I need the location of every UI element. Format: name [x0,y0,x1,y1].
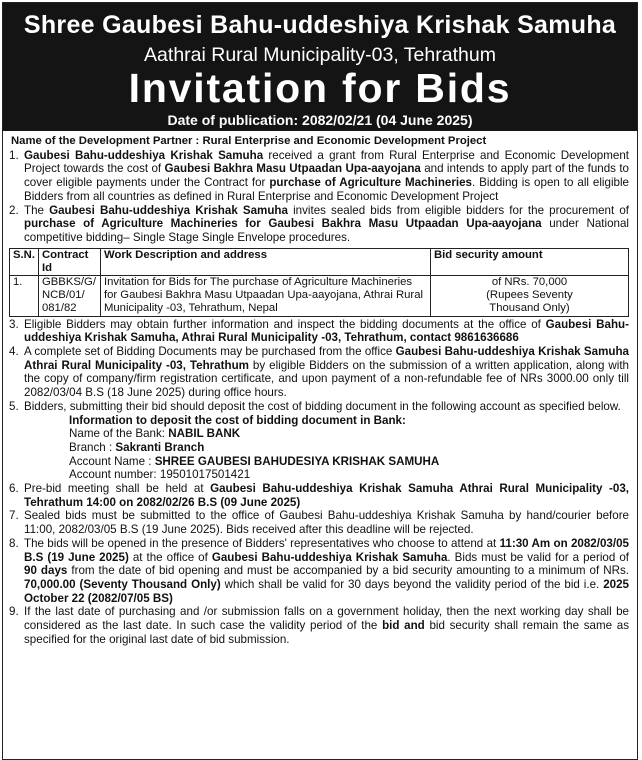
clause-9 [9,605,629,646]
clause-6 [9,482,629,509]
clause-text-bold: Gaubesi Bakhra Masu Utpaadan Upa-aayojana [164,162,421,176]
organization-address: Aathrai Rural Municipality-03, Tehrathum [144,44,496,66]
clause-text: from the date of bid opening and must be accompanied by a bid security amounting to a minimum of NRs. [67,564,630,578]
clause-text-bold: Gaubesi Bahu-uddeshiya Krishak Samuha [211,550,448,564]
account-name: SHREE GAUBESI BAHUDESIYA KRISHAK SAMUHA [154,454,440,468]
contract-table [9,248,629,317]
clause-text: If the last date of purchasing and /or submission falls on a government holiday, then the next working day shall be considered as the last date. In such case the validity period of the [24,605,629,633]
column-header: Work Description and address [100,248,430,275]
notice-page [2,2,638,760]
clause-text: A complete set of Bidding Documents may be purchased from the office [24,345,396,359]
clause-text: invites sealed bids from eligible bidders for the procurement of [287,203,629,217]
clause-3 [9,318,629,345]
clause-text-bold: Gaubesi Bahu-uddeshiya Krishak Samuha Athrai Rural Municipality -03, Tehrathum 14:00 on 2082/02/26 B.S (09 June 2025) [24,482,629,509]
account-number-row [69,468,629,482]
clause-text: received a grant from Rural Enterprise and Economic Development Project towards the cost of [24,148,630,176]
account-number: 19501017501421 [159,468,251,482]
development-partner: Name of the Development Partner : Rural Enterprise and Economic Development Project [11,135,487,147]
clause-text-bold: bid and [382,619,425,633]
bid-security-words: Thousand Only) [489,302,570,315]
clause-number: 3. [9,317,19,331]
cell-sn: 1. [10,276,39,317]
clause-text: by eligible Bidders on the submission of a written application, along with the copy of company/firm registration certificate, and upon payment of a non-refundable fee of NRs 3000.00 only till 2082/03/04 B.S (18 June 2025) during office hours. [24,358,629,400]
clause-text: and intends to apply part of the funds to cover eligible payments under the Contract for [24,162,629,190]
bank-heading: Information to deposit the cost of bidding document in Bank: [69,413,406,427]
account-name-row [69,455,629,469]
cell-contract-id: GBBKS/G/ NCB/01/ 081/82 [38,276,100,317]
publication-date: Date of publication: 2082/02/21 (04 June 2025) [167,112,473,128]
clause-text: The [24,203,50,217]
clause-text: which shall be valid for 30 days beyond the validity period of the bid i.e. [220,578,604,591]
notice-body [3,131,637,647]
clause-number: 8. [9,536,19,550]
clause-text: . Bidding is open to all eligible Bidders from all countries as defined in Rural Enterprise and Economic Development Project [24,176,629,203]
clause-text-bold: 90 days [24,564,68,578]
clause-text-bold: Gaubesi Bahu-uddeshiya Krishak Samuha [49,203,288,217]
clause-text: The bids will be opened in the presence of Bidders' representatives who choose to attend at [24,536,500,550]
bank-label: Account Name : [69,454,155,468]
clause-text-bold: 70,000.00 (Seventy Thousand Only) [24,578,221,591]
clause-text-bold: Gaubesi Bahu-uddeshiya Krishak Samuha Athrai Rural Municipality -03, Tehrathum [24,345,629,372]
table-row [10,276,629,317]
clause-number: 4. [9,345,19,359]
bank-label: Branch : [69,440,116,454]
clause-text-bold: Gaubesi Bahu-uddeshiya Krishak Samuha [24,148,264,162]
clause-number: 2. [9,203,19,217]
clause-8 [9,537,629,606]
clause-text: under National competitive bidding– Single Stage Single Envelope procedures. [24,217,630,244]
bank-name-row [69,427,629,441]
bid-security-amount: of NRs. 70,000 [491,276,568,289]
clause-7 [9,509,629,536]
clause-text: Sealed bids must be submitted to the office of Gaubesi Bahu-uddeshiya Krishak Samuha by hand/courier before 11:00, 2082/03/05 B.S (19 June 2025). Bids received after this deadline will be rejected. [24,509,629,537]
clause-1 [9,149,629,204]
bank-label: Account number: [69,468,160,482]
bank-branch: Sakranti Branch [115,440,205,454]
clause-5 [9,400,629,414]
clause-number: 9. [9,605,19,619]
clause-number: 6. [9,482,19,496]
clause-text: . Bids must be valid for a period of [447,550,629,564]
clause-text-bold: purchase of Agriculture Machineries for Gaubesi Bakhra Masu Utpaadan Upa-aayojana [24,217,542,231]
clause-4 [9,345,629,400]
bank-label: Name of the Bank: [69,427,169,441]
clause-text: Eligible Bidders may obtain further information and inspect the bidding documents at the office of [24,317,546,331]
clause-text-bold: 11:30 Am on 2082/03/05 B.S (19 June 2025) [24,536,629,564]
clause-number: 1. [9,148,19,162]
table-header-row [10,248,629,275]
column-header: Bid security amount [430,248,628,275]
clause-text-bold: Gaubesi Bahu-uddeshiya Krishak Samuha, Athrai Rural Municipality -03, Tehrathum, contact 9861636686 [24,317,629,345]
bank-name: NABIL BANK [168,427,241,441]
bank-branch-row [69,441,629,455]
cell-description: Invitation for Bids for The purchase of Agriculture Machineries for Gaubesi Bakhra Masu Utpaadan Upa-aayojana, Athrai Rural Municipality -03, Tehrathum, Nepal [100,276,430,317]
clause-text: at the office of [128,550,212,564]
bank-details [69,414,629,483]
clause-text: bid security shall remain the same as specified for the original last date of bid submission. [24,619,629,646]
header-banner [3,3,637,131]
clause-text-bold: 2025 October 22 (2082/07/05 BS) [24,578,629,605]
clause-number: 5. [9,399,19,413]
column-header: S.N. [10,248,39,275]
notice-title: Invitation for Bids [128,65,512,111]
clause-text-bold: purchase of Agriculture Machineries [269,176,473,190]
cell-bid-security [430,276,628,317]
clause-text: Pre-bid meeting shall be held at [24,482,211,496]
bid-security-words: (Rupees Seventy [486,289,573,302]
organization-name: Shree Gaubesi Bahu-uddeshiya Krishak Samuha [23,11,617,39]
clause-number: 7. [9,509,19,523]
clause-2 [9,204,629,245]
clause-text: Bidders, submitting their bid should deposit the cost of bidding document in the following account as specified below. [24,399,621,413]
column-header: Contract Id [38,248,100,275]
